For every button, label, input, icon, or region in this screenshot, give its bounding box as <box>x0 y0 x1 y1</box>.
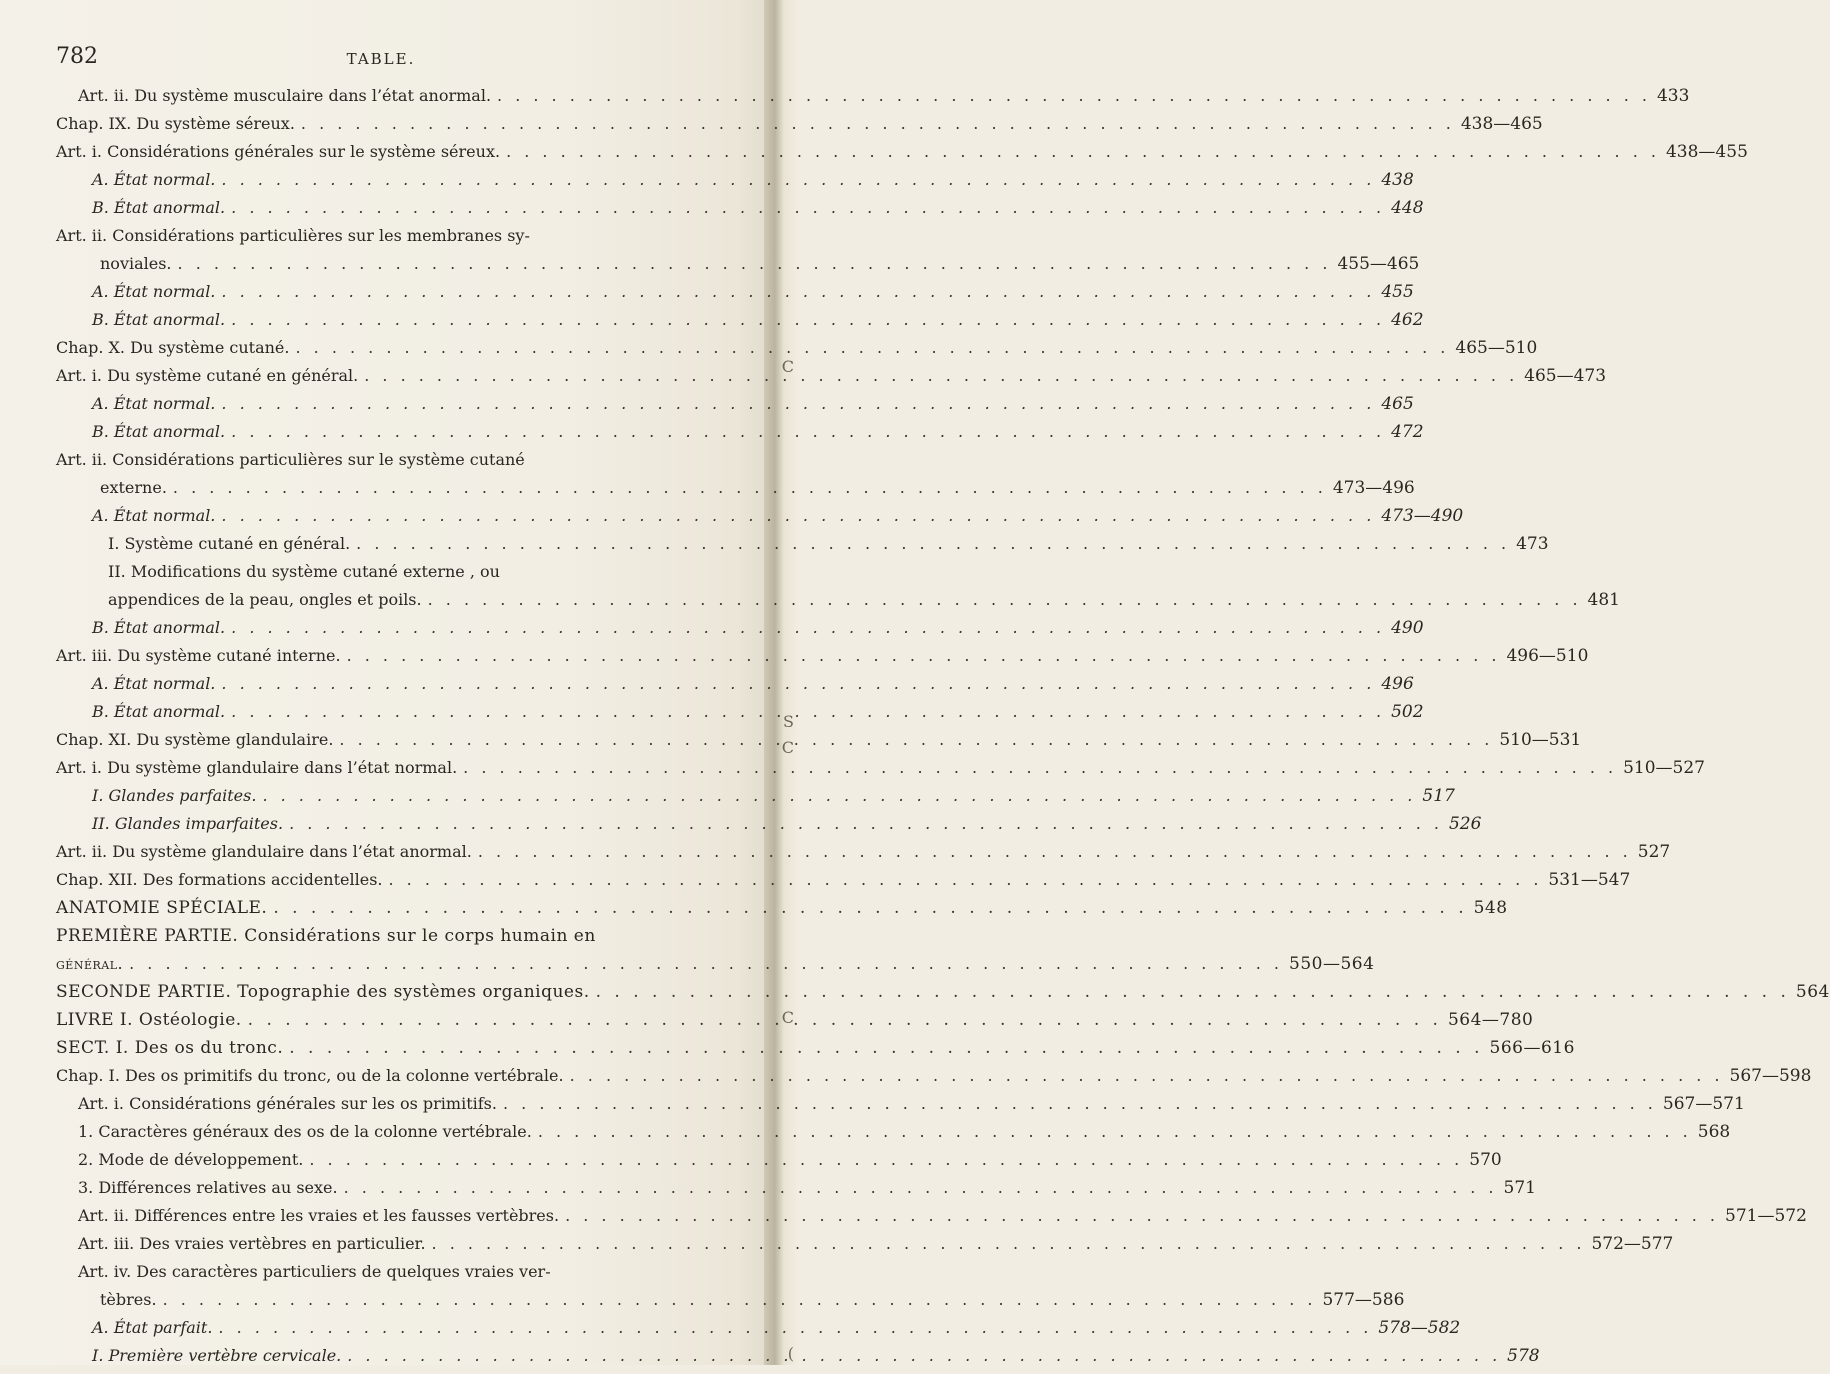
toc-entry: Art. ii. Du système glandulaire dans l’état anormal. . . . 527 <box>56 842 734 870</box>
edge-mark: C <box>781 1008 794 1027</box>
toc-entry: A. État normal. . . . 455 <box>56 282 734 310</box>
toc-entry: appendices de la peau, ongles et poils. . . . 481 <box>56 590 734 618</box>
toc-entry: ANATOMIE SPÉCIALE. . . . 548 <box>56 898 734 926</box>
toc-entry: 3. Différences relatives au sexe. . . . 571 <box>56 1178 734 1206</box>
toc-entry: 2. Mode de développement. . . . 570 <box>56 1150 734 1178</box>
running-title: TABLE. <box>346 50 416 68</box>
toc-entry: externe. . . . 473—496 <box>56 478 734 506</box>
toc-entry: général. . . . 550—564 <box>56 954 734 982</box>
toc-entry: PREMIÈRE PARTIE. Considérations sur le corps humain en <box>56 926 596 946</box>
toc-entry: A. État parfait. . . . 578—582 <box>56 1318 734 1346</box>
edge-mark: C <box>781 738 794 757</box>
toc-entry: Art. i. Considérations générales sur le système séreux. . . . 438—455 <box>56 142 734 170</box>
toc-entry: A. État normal. . . . 465 <box>56 394 734 422</box>
toc-entry: B. État anormal. . . . 490 <box>56 618 734 646</box>
toc-entry: I. Système cutané en général. . . . 473 <box>56 534 734 562</box>
toc-entry: LIVRE I. Ostéologie. . . . 564—780 <box>56 1010 734 1038</box>
edge-mark: C <box>781 357 794 376</box>
toc-entry: Chap. IX. Du système séreux. . . . 438—465 <box>56 114 734 142</box>
toc-entry: SECT. I. Des os du tronc. . . . 566—616 <box>56 1038 734 1066</box>
toc-entry: I. Première vertèbre cervicale. . . . 578 <box>56 1346 734 1374</box>
toc-entry: Chap. XI. Du système glandulaire. . . . 510—531 <box>56 730 734 758</box>
toc-entry: A. État normal. . . . 496 <box>56 674 734 702</box>
toc-entry: Art. ii. Du système musculaire dans l’état anormal. . . . 433 <box>56 86 734 114</box>
toc-entry: A. État normal. . . . 438 <box>56 170 734 198</box>
toc-entry: SECONDE PARTIE. Topographie des systèmes organiques. . . . 564 <box>56 982 734 1010</box>
toc-entry: Art. i. Du système cutané en général. . . . 465—473 <box>56 366 734 394</box>
edge-mark: S <box>783 712 794 731</box>
toc-entry: Chap. XII. Des formations accidentelles. . . . 531—547 <box>56 870 734 898</box>
toc-entry: Art. iii. Des vraies vertèbres en particulier. . . . 572—577 <box>56 1234 734 1262</box>
toc-entry: Art. ii. Considérations particulières sur les membranes sy- <box>56 226 530 245</box>
toc-entry: Chap. X. Du système cutané. . . . 465—510 <box>56 338 734 366</box>
toc-entry: Art. iv. Des caractères particuliers de quelques vraies ver- <box>78 1262 551 1281</box>
page-header <box>56 44 706 76</box>
toc-entry: A. État normal. . . . 473—490 <box>56 506 734 534</box>
toc-entry: 1. Caractères généraux des os de la colonne vertébrale. . . . 568 <box>56 1122 734 1150</box>
toc-entry: Art. i. Du système glandulaire dans l’état normal. . . . 510—527 <box>56 758 734 786</box>
toc-entry: B. État anormal. . . . 462 <box>56 310 734 338</box>
toc-entry: Chap. I. Des os primitifs du tronc, ou de la colonne vertébrale. . . . 567—598 <box>56 1066 734 1094</box>
toc-entry: noviales. . . . 455—465 <box>56 254 734 282</box>
toc-entry: Art. i. Considérations générales sur les os primitifs. . . . 567—571 <box>56 1094 734 1122</box>
toc-entry: Art. ii. Différences entre les vraies et les fausses vertèbres. . . . 571—572 <box>56 1206 734 1234</box>
toc-entry: B. État anormal. . . . 472 <box>56 422 734 450</box>
toc-entry: I. Glandes parfaites. . . . 517 <box>56 786 734 814</box>
toc-entry: B. État anormal. . . . 502 <box>56 702 734 730</box>
toc-entry: II. Modifications du système cutané externe , ou <box>108 562 500 581</box>
edge-mark: ( <box>787 1344 794 1363</box>
toc-entry: B. État anormal. . . . 448 <box>56 198 734 226</box>
toc-entry: Art. ii. Considérations particulières sur le système cutané <box>56 450 525 469</box>
toc-entry: Art. iii. Du système cutané interne. . . . 496—510 <box>56 646 734 674</box>
toc-entry: tèbres. . . . 577—586 <box>56 1290 734 1318</box>
page-number: 782 <box>56 44 98 69</box>
toc-entry: II. Glandes imparfaites. . . . 526 <box>56 814 734 842</box>
table-of-contents <box>56 86 1830 1374</box>
